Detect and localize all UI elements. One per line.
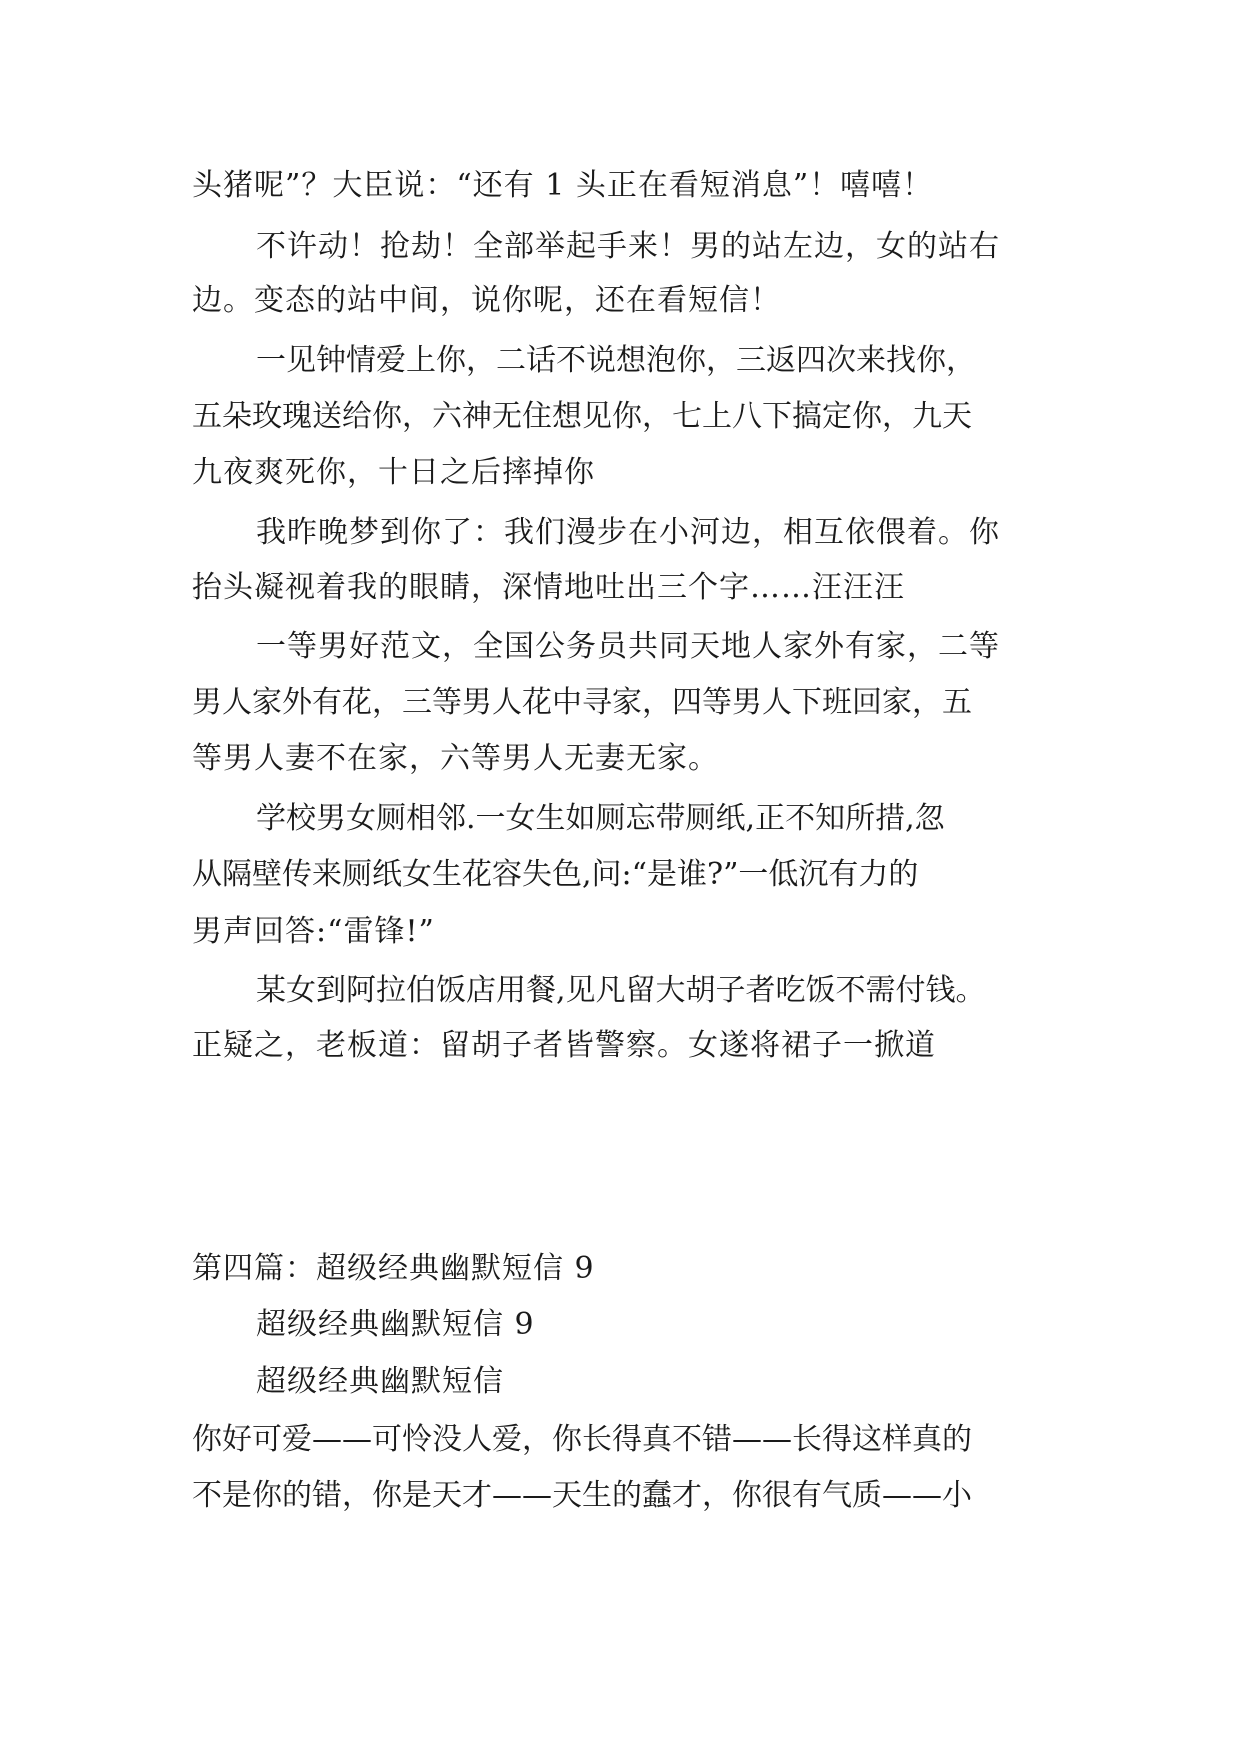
paragraph-line: 边。变态的站中间，说你呢，还在看短信！ — [192, 283, 781, 318]
paragraph-line: 学校男女厕相邻.一女生如厕忘带厕纸,正不知所措,忽 — [256, 801, 945, 836]
paragraph-line: 我昨晚梦到你了：我们漫步在小河边，相互依偎着。你 — [256, 515, 1000, 550]
paragraph-line: 不是你的错，你是天才——天生的蠢才，你很有气质——小 — [192, 1478, 972, 1513]
paragraph-line: 抬头凝视着我的眼睛，深情地吐出三个字……汪汪汪 — [192, 570, 905, 605]
paragraph-line: 头猪呢”？大臣说：“还有 1 头正在看短消息”！嘻嘻！ — [192, 168, 934, 203]
paragraph-line: 一等男好范文，全国公务员共同天地人家外有家，二等 — [256, 629, 1000, 664]
article-title: 超级经典幽默短信 9 — [256, 1307, 535, 1342]
paragraph-line: 正疑之，老板道：留胡子者皆警察。女遂将裙子一掀道 — [192, 1028, 936, 1063]
paragraph-line: 从隔壁传来厕纸女生花容失色,问:“是谁?”一低沉有力的 — [192, 857, 919, 892]
paragraph-line: 你好可爱——可怜没人爱，你长得真不错——长得这样真的 — [192, 1422, 972, 1457]
article-subtitle: 超级经典幽默短信 — [256, 1364, 504, 1399]
chapter-heading: 第四篇：超级经典幽默短信 9 — [192, 1251, 595, 1286]
paragraph-line: 不许动！抢劫！全部举起手来！男的站左边，女的站右 — [256, 229, 1000, 264]
paragraph-line: 男声回答:“雷锋!” — [192, 914, 435, 949]
paragraph-line: 九夜爽死你，十日之后摔掉你 — [192, 455, 595, 490]
paragraph-line: 等男人妻不在家，六等男人无妻无家。 — [192, 741, 719, 776]
paragraph-line: 五朵玫瑰送给你，六神无住想见你，七上八下搞定你，九天 — [192, 399, 972, 434]
paragraph-line: 男人家外有花，三等男人花中寻家，四等男人下班回家，五 — [192, 685, 972, 720]
paragraph-line: 某女到阿拉伯饭店用餐,见凡留大胡子者吃饭不需付钱。 — [256, 973, 986, 1008]
paragraph-line: 一见钟情爱上你，二话不说想泡你，三返四次来找你， — [256, 343, 976, 378]
